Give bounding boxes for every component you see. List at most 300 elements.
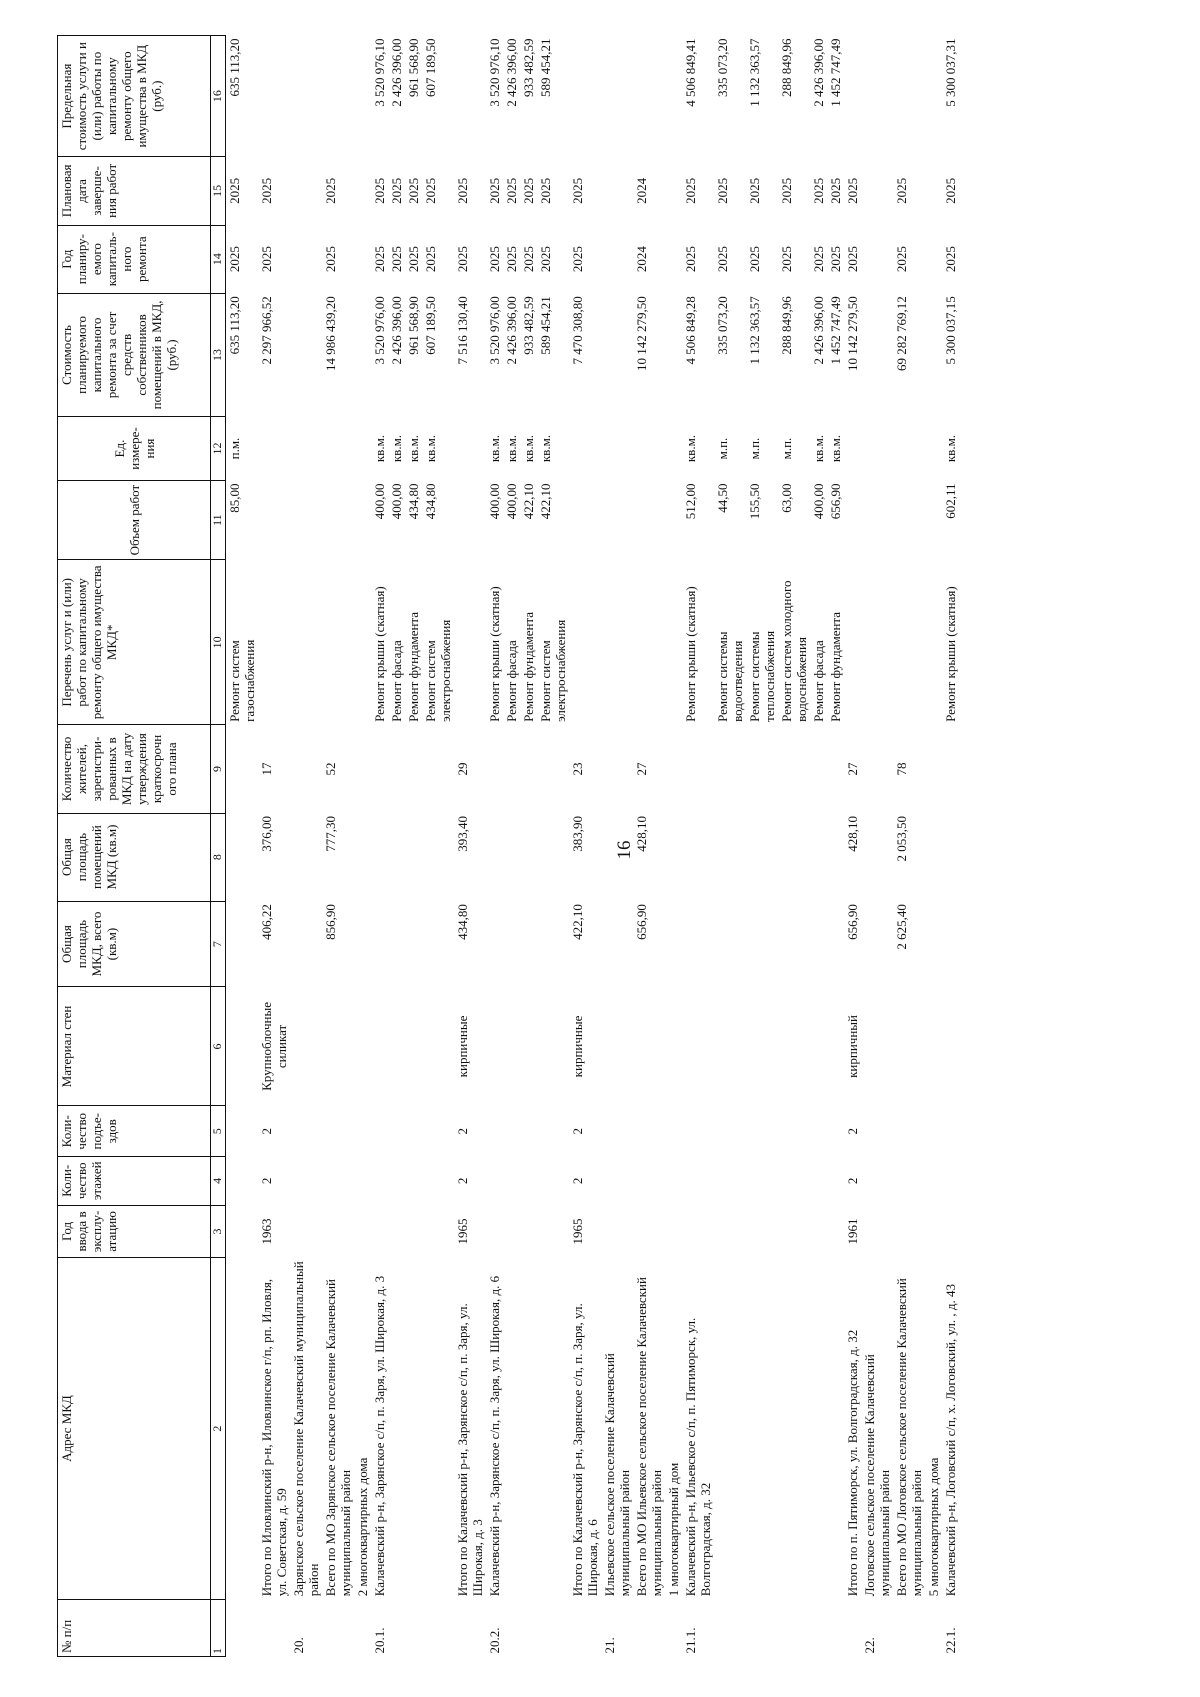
cell-entrances xyxy=(942,1106,959,1157)
cell-entrances: 2 xyxy=(570,1128,585,1135)
cell-work-type xyxy=(322,560,354,725)
cell-unit: кв.м. xyxy=(504,434,519,463)
cell-max-cost xyxy=(290,36,322,157)
cell-work-volume xyxy=(354,480,371,559)
table-row xyxy=(258,36,290,1657)
cell-wall-material xyxy=(405,987,422,1106)
cell-year-built xyxy=(778,1205,810,1258)
cell-work-type xyxy=(290,560,322,725)
cell-work-type: Ремонт фундамента xyxy=(828,611,843,722)
cell-work-volume xyxy=(258,480,290,559)
header-wall-material: Материал стен xyxy=(58,987,211,1106)
cell-work-volume xyxy=(290,480,322,559)
col-number: 4 xyxy=(211,1157,226,1205)
cell-number xyxy=(388,1599,405,1656)
cell-residents xyxy=(810,725,827,813)
cell-repair-year: 2025 xyxy=(779,246,794,273)
cell-total-area xyxy=(601,901,633,987)
cell-residents: 29 xyxy=(455,762,470,776)
cell-work-type: Ремонт фундамента xyxy=(521,611,536,722)
cell-wall-material xyxy=(503,987,520,1106)
cell-max-cost: 589 454,21 xyxy=(538,38,553,97)
cell-total-area xyxy=(371,901,388,987)
cell-cost: 961 568,90 xyxy=(406,296,421,355)
cell-total-area xyxy=(405,901,422,987)
cell-cost: 10 142 279,50 xyxy=(845,296,860,372)
cell-floors xyxy=(601,1157,633,1205)
cell-residents xyxy=(601,725,633,813)
cell-work-type: Ремонт систем газоснабжения xyxy=(227,639,257,722)
cell-wall-material xyxy=(601,987,633,1106)
cell-repair-year: 2025 xyxy=(570,246,585,273)
cell-number xyxy=(226,1599,259,1656)
col-number: 16 xyxy=(211,36,226,157)
cell-max-cost: 288 849,96 xyxy=(779,38,794,97)
cell-number xyxy=(746,1599,778,1656)
cell-completion-date: 2024 xyxy=(634,177,649,204)
table-row xyxy=(422,36,454,1657)
cell-total-area xyxy=(714,901,746,987)
cell-unit xyxy=(322,417,354,481)
cell-residents xyxy=(778,725,810,813)
cell-wall-material xyxy=(422,987,454,1106)
cell-number: 20. xyxy=(291,1637,306,1654)
cell-address: Зарянское сельское поселение Калачевский муниципальный район xyxy=(291,1261,321,1597)
cell-max-cost: 2 426 396,00 xyxy=(504,38,519,107)
cell-number: 20.2. xyxy=(487,1627,502,1654)
table-row xyxy=(861,36,893,1657)
header-entrances: Коли-чество подъе-здов xyxy=(58,1106,211,1157)
cell-wall-material xyxy=(633,987,665,1106)
cell-year-built xyxy=(422,1205,454,1258)
cell-premises-area xyxy=(486,813,503,901)
cell-cost: 4 506 849,28 xyxy=(683,296,698,365)
cell-address xyxy=(810,1258,827,1599)
cell-residents xyxy=(388,725,405,813)
cell-number: 22.1. xyxy=(943,1627,958,1654)
cell-cost xyxy=(601,293,633,416)
cell-total-area xyxy=(810,901,827,987)
cell-residents xyxy=(422,725,454,813)
cell-work-type xyxy=(861,560,893,725)
cell-number xyxy=(893,1599,925,1656)
cell-year-built xyxy=(827,1205,844,1258)
cell-number: 22. xyxy=(862,1637,877,1654)
cell-entrances: 2 xyxy=(259,1128,274,1135)
cell-entrances: 2 xyxy=(845,1128,860,1135)
cell-work-type xyxy=(925,560,942,725)
cell-total-area: 856,90 xyxy=(323,904,338,940)
cell-year-built xyxy=(810,1205,827,1258)
cell-address xyxy=(778,1258,810,1599)
capital-repair-table xyxy=(57,35,959,1657)
cell-total-area xyxy=(290,901,322,987)
table-row xyxy=(778,36,810,1657)
cell-number xyxy=(422,1599,454,1656)
cell-repair-year: 2025 xyxy=(423,246,438,273)
cell-unit: м.п. xyxy=(715,437,730,460)
cell-residents: 78 xyxy=(894,762,909,776)
cell-total-area xyxy=(827,901,844,987)
cell-address: Итого по Калачевский р-н, Зарянское с/п, п. Заря, ул. Широкая, д. 3 xyxy=(455,1303,485,1597)
cell-max-cost: 4 506 849,41 xyxy=(683,38,698,107)
cell-address xyxy=(226,1258,259,1599)
cell-year-built xyxy=(520,1205,537,1258)
cell-unit: кв.м. xyxy=(683,434,698,463)
cell-residents xyxy=(827,725,844,813)
cell-unit: кв.м. xyxy=(943,434,958,463)
cell-unit xyxy=(354,417,371,481)
cell-cost: 635 113,20 xyxy=(227,296,242,355)
cell-year-built: 1961 xyxy=(845,1218,860,1245)
cell-repair-year xyxy=(354,225,371,293)
cell-year-built xyxy=(714,1205,746,1258)
cell-completion-date: 2025 xyxy=(845,177,860,204)
cell-address: Итого по Иловлинский р-н, Иловлинское г/п, рп. Иловля, ул. Советская, д. 59 xyxy=(259,1278,289,1597)
cell-address: 5 многоквартирных дома xyxy=(926,1457,941,1597)
cell-floors xyxy=(290,1157,322,1205)
cell-work-type: Ремонт систем электроснабжения xyxy=(423,619,453,722)
cell-work-type xyxy=(633,560,665,725)
col-number: 8 xyxy=(211,813,226,901)
cell-floors xyxy=(714,1157,746,1205)
cell-max-cost xyxy=(893,36,925,157)
cell-premises-area xyxy=(861,813,893,901)
cell-cost xyxy=(665,293,682,416)
cell-floors xyxy=(405,1157,422,1205)
cell-cost: 288 849,96 xyxy=(779,296,794,355)
table-row xyxy=(569,36,601,1657)
cell-total-area xyxy=(861,901,893,987)
cell-total-area xyxy=(682,901,714,987)
cell-completion-date: 2025 xyxy=(570,177,585,204)
cell-max-cost xyxy=(454,36,486,157)
cell-residents xyxy=(290,725,322,813)
cell-total-area xyxy=(942,901,959,987)
col-number: 5 xyxy=(211,1106,226,1157)
cell-work-volume xyxy=(925,480,942,559)
cell-cost: 3 520 976,00 xyxy=(487,296,502,365)
cell-completion-date: 2025 xyxy=(538,177,553,204)
cell-floors xyxy=(633,1157,665,1205)
cell-unit xyxy=(258,417,290,481)
cell-cost: 1 452 747,49 xyxy=(828,296,843,365)
col-number: 3 xyxy=(211,1205,226,1258)
cell-address: Калачевский р-н, Зарянское с/п, п. Заря, ул. Широкая, д. 3 xyxy=(372,1275,387,1597)
cell-unit xyxy=(569,417,601,481)
cell-work-volume: 434,80 xyxy=(423,483,438,520)
cell-repair-year: 2025 xyxy=(747,246,762,273)
table-row xyxy=(893,36,925,1657)
cell-work-volume xyxy=(322,480,354,559)
col-number: 9 xyxy=(211,725,226,813)
cell-max-cost: 607 189,50 xyxy=(423,38,438,97)
cell-premises-area xyxy=(925,813,942,901)
cell-total-area xyxy=(520,901,537,987)
cell-repair-year: 2025 xyxy=(521,246,536,273)
header-premises-area: Общая площадь помещений МКД (кв.м) xyxy=(58,813,211,901)
cell-cost: 5 300 037,15 xyxy=(943,296,958,365)
cell-address xyxy=(388,1258,405,1599)
cell-year-built xyxy=(388,1205,405,1258)
cell-repair-year xyxy=(601,225,633,293)
cell-entrances xyxy=(925,1106,942,1157)
cell-wall-material xyxy=(290,987,322,1106)
cell-work-type: Ремонт фундамента xyxy=(406,611,421,722)
cell-completion-date: 2025 xyxy=(811,177,826,204)
cell-entrances xyxy=(388,1106,405,1157)
cell-residents xyxy=(942,725,959,813)
cell-wall-material xyxy=(486,987,503,1106)
cell-premises-area: 428,10 xyxy=(634,816,649,852)
cell-entrances xyxy=(861,1106,893,1157)
table-row xyxy=(371,36,388,1657)
cell-cost: 933 482,59 xyxy=(521,296,536,355)
cell-address: Всего по МО Логовское сельское поселение Калачевский муниципальный район xyxy=(894,1278,924,1597)
cell-number xyxy=(503,1599,520,1656)
cell-wall-material: Крупноблочные силикат xyxy=(259,1002,289,1091)
cell-work-type: Ремонт фасада xyxy=(389,640,404,722)
cell-address: Всего по МО Зарянское сельское поселение Калачевский муниципальный район xyxy=(323,1279,353,1597)
cell-wall-material xyxy=(827,987,844,1106)
cell-number xyxy=(569,1599,601,1656)
cell-number xyxy=(925,1599,942,1656)
cell-wall-material xyxy=(682,987,714,1106)
cell-work-type xyxy=(844,560,861,725)
cell-year-built xyxy=(537,1205,569,1258)
col-number: 7 xyxy=(211,901,226,987)
cell-unit: кв.м. xyxy=(521,434,536,463)
cell-entrances xyxy=(665,1106,682,1157)
cell-residents xyxy=(226,725,259,813)
cell-total-area xyxy=(665,901,682,987)
col-number: 2 xyxy=(211,1258,226,1599)
cell-number xyxy=(633,1599,665,1656)
cell-premises-area xyxy=(290,813,322,901)
cell-residents xyxy=(537,725,569,813)
cell-entrances xyxy=(633,1106,665,1157)
cell-floors xyxy=(388,1157,405,1205)
cell-year-built xyxy=(861,1205,893,1258)
cell-total-area xyxy=(537,901,569,987)
cell-unit: м.п. xyxy=(779,437,794,460)
cell-completion-date: 2025 xyxy=(683,177,698,204)
cell-floors xyxy=(354,1157,371,1205)
cell-wall-material xyxy=(520,987,537,1106)
cell-unit: кв.м. xyxy=(828,434,843,463)
cell-premises-area xyxy=(405,813,422,901)
cell-total-area: 422,10 xyxy=(570,904,585,940)
cell-max-cost: 5 300 037,31 xyxy=(943,38,958,107)
cell-floors: 2 xyxy=(570,1177,585,1185)
cell-max-cost: 335 073,20 xyxy=(715,38,730,97)
cell-total-area xyxy=(226,901,259,987)
cell-premises-area xyxy=(665,813,682,901)
cell-year-built xyxy=(682,1205,714,1258)
cell-entrances xyxy=(371,1106,388,1157)
cell-number xyxy=(322,1599,354,1656)
cell-entrances: 2 xyxy=(455,1128,470,1135)
cell-completion-date: 2025 xyxy=(747,177,762,204)
cell-max-cost: 1 452 747,49 xyxy=(828,38,843,107)
cell-completion-date: 2025 xyxy=(455,177,470,204)
cell-total-area: 2 625,40 xyxy=(894,904,909,950)
cell-completion-date xyxy=(861,157,893,225)
cell-work-type xyxy=(601,560,633,725)
cell-floors xyxy=(371,1157,388,1205)
cell-work-type xyxy=(665,560,682,725)
cell-max-cost xyxy=(354,36,371,157)
cell-work-volume: 44,50 xyxy=(715,483,730,513)
cell-repair-year: 2025 xyxy=(227,246,242,273)
cell-work-volume: 400,00 xyxy=(487,483,502,520)
cell-entrances xyxy=(405,1106,422,1157)
table-row xyxy=(226,36,259,1657)
cell-repair-year: 2025 xyxy=(943,246,958,273)
cell-floors: 2 xyxy=(455,1177,470,1185)
cell-work-volume: 422,10 xyxy=(521,483,536,520)
cell-premises-area xyxy=(371,813,388,901)
cell-residents xyxy=(925,725,942,813)
cell-residents: 27 xyxy=(634,762,649,776)
cell-completion-date: 2025 xyxy=(389,177,404,204)
cell-floors xyxy=(810,1157,827,1205)
cell-work-type: Ремонт крыши (скатная) xyxy=(683,586,698,722)
cell-unit xyxy=(601,417,633,481)
cell-premises-area xyxy=(778,813,810,901)
cell-cost: 2 297 966,52 xyxy=(259,296,274,365)
cell-residents xyxy=(520,725,537,813)
header-max-cost: Предельная стоимость услуги и (или) работы по капитальному ремонту общего имущества в МКД (руб.) xyxy=(58,36,211,157)
cell-floors: 2 xyxy=(259,1177,274,1185)
cell-max-cost xyxy=(569,36,601,157)
cell-address: Калачевский р-н, Зарянское с/п, п. Заря, ул. Широкая, д. 6 xyxy=(487,1275,502,1597)
cell-completion-date: 2025 xyxy=(943,177,958,204)
cell-repair-year: 2025 xyxy=(259,246,274,273)
cell-number: 21.1. xyxy=(683,1627,698,1654)
cell-number xyxy=(714,1599,746,1656)
cell-repair-year: 2025 xyxy=(372,246,387,273)
cell-work-volume xyxy=(569,480,601,559)
cell-work-type xyxy=(893,560,925,725)
cell-residents xyxy=(746,725,778,813)
cell-unit: п.м. xyxy=(227,437,242,460)
cell-wall-material xyxy=(388,987,405,1106)
cell-year-built xyxy=(925,1205,942,1258)
table-row xyxy=(633,36,665,1657)
cell-completion-date xyxy=(925,157,942,225)
cell-repair-year: 2025 xyxy=(455,246,470,273)
cell-floors xyxy=(942,1157,959,1205)
table-row xyxy=(503,36,520,1657)
cell-total-area: 406,22 xyxy=(259,904,274,940)
cell-residents: 23 xyxy=(570,762,585,776)
cell-floors xyxy=(226,1157,259,1205)
cell-year-built xyxy=(601,1205,633,1258)
cell-wall-material xyxy=(322,987,354,1106)
cell-max-cost: 1 132 363,57 xyxy=(747,38,762,107)
cell-unit xyxy=(290,417,322,481)
cell-cost: 589 454,21 xyxy=(538,296,553,355)
cell-work-type: Ремонт систем электроснабжения xyxy=(538,619,568,722)
cell-unit: кв.м. xyxy=(538,434,553,463)
cell-premises-area xyxy=(942,813,959,901)
col-number: 1 xyxy=(211,1599,226,1656)
cell-unit xyxy=(454,417,486,481)
table-row xyxy=(454,36,486,1657)
cell-address xyxy=(405,1258,422,1599)
cell-unit: кв.м. xyxy=(406,434,421,463)
cell-work-type xyxy=(258,560,290,725)
cell-floors: 2 xyxy=(845,1177,860,1185)
cell-max-cost: 933 482,59 xyxy=(521,38,536,97)
cell-entrances xyxy=(520,1106,537,1157)
cell-repair-year: 2025 xyxy=(389,246,404,273)
cell-repair-year: 2025 xyxy=(845,246,860,273)
cell-year-built xyxy=(633,1205,665,1258)
cell-year-built xyxy=(942,1205,959,1258)
cell-wall-material xyxy=(810,987,827,1106)
cell-address: Итого по Калачевский р-н, Зарянское с/п, п. Заря, ул. Широкая, д. 6 xyxy=(570,1303,600,1597)
cell-cost xyxy=(290,293,322,416)
cell-entrances xyxy=(810,1106,827,1157)
cell-cost: 14 986 439,20 xyxy=(323,296,338,372)
cell-completion-date: 2025 xyxy=(894,177,909,204)
cell-floors xyxy=(925,1157,942,1205)
cell-year-built xyxy=(503,1205,520,1258)
cell-repair-year: 2025 xyxy=(323,246,338,273)
cell-entrances xyxy=(601,1106,633,1157)
header-address: Адрес МКД xyxy=(58,1258,211,1599)
cell-repair-year: 2025 xyxy=(811,246,826,273)
cell-work-type: Ремонт фасада xyxy=(811,640,826,722)
cell-completion-date: 2025 xyxy=(521,177,536,204)
cell-unit: кв.м. xyxy=(811,434,826,463)
cell-max-cost xyxy=(925,36,942,157)
cell-year-built xyxy=(486,1205,503,1258)
cell-entrances xyxy=(682,1106,714,1157)
cell-residents xyxy=(503,725,520,813)
cell-work-volume: 85,00 xyxy=(227,483,242,513)
cell-work-type: Ремонт крыши (скатная) xyxy=(943,586,958,722)
cell-entrances xyxy=(827,1106,844,1157)
cell-repair-year: 2025 xyxy=(715,246,730,273)
cell-repair-year: 2025 xyxy=(487,246,502,273)
cell-work-volume: 602,11 xyxy=(943,483,958,519)
cell-repair-year xyxy=(861,225,893,293)
cell-address: Ильевское сельское поселение Калачевский муниципальный район xyxy=(602,1353,632,1597)
cell-number xyxy=(537,1599,569,1656)
cell-total-area xyxy=(778,901,810,987)
cell-work-volume xyxy=(601,480,633,559)
col-number: 6 xyxy=(211,987,226,1106)
cell-completion-date: 2025 xyxy=(487,177,502,204)
cell-unit: кв.м. xyxy=(423,434,438,463)
cell-max-cost xyxy=(861,36,893,157)
cell-max-cost xyxy=(601,36,633,157)
cell-repair-year: 2025 xyxy=(406,246,421,273)
cell-max-cost: 2 426 396,00 xyxy=(811,38,826,107)
cell-number xyxy=(454,1599,486,1656)
table-row xyxy=(810,36,827,1657)
header-total-area: Общая площадь МКД, всего (кв.м) xyxy=(58,901,211,987)
cell-wall-material: кирпичные xyxy=(455,1015,470,1078)
cell-work-type: Ремонт системы водоотведения xyxy=(715,631,745,722)
cell-premises-area xyxy=(810,813,827,901)
cell-completion-date: 2025 xyxy=(372,177,387,204)
cell-premises-area xyxy=(503,813,520,901)
table-row xyxy=(682,36,714,1657)
